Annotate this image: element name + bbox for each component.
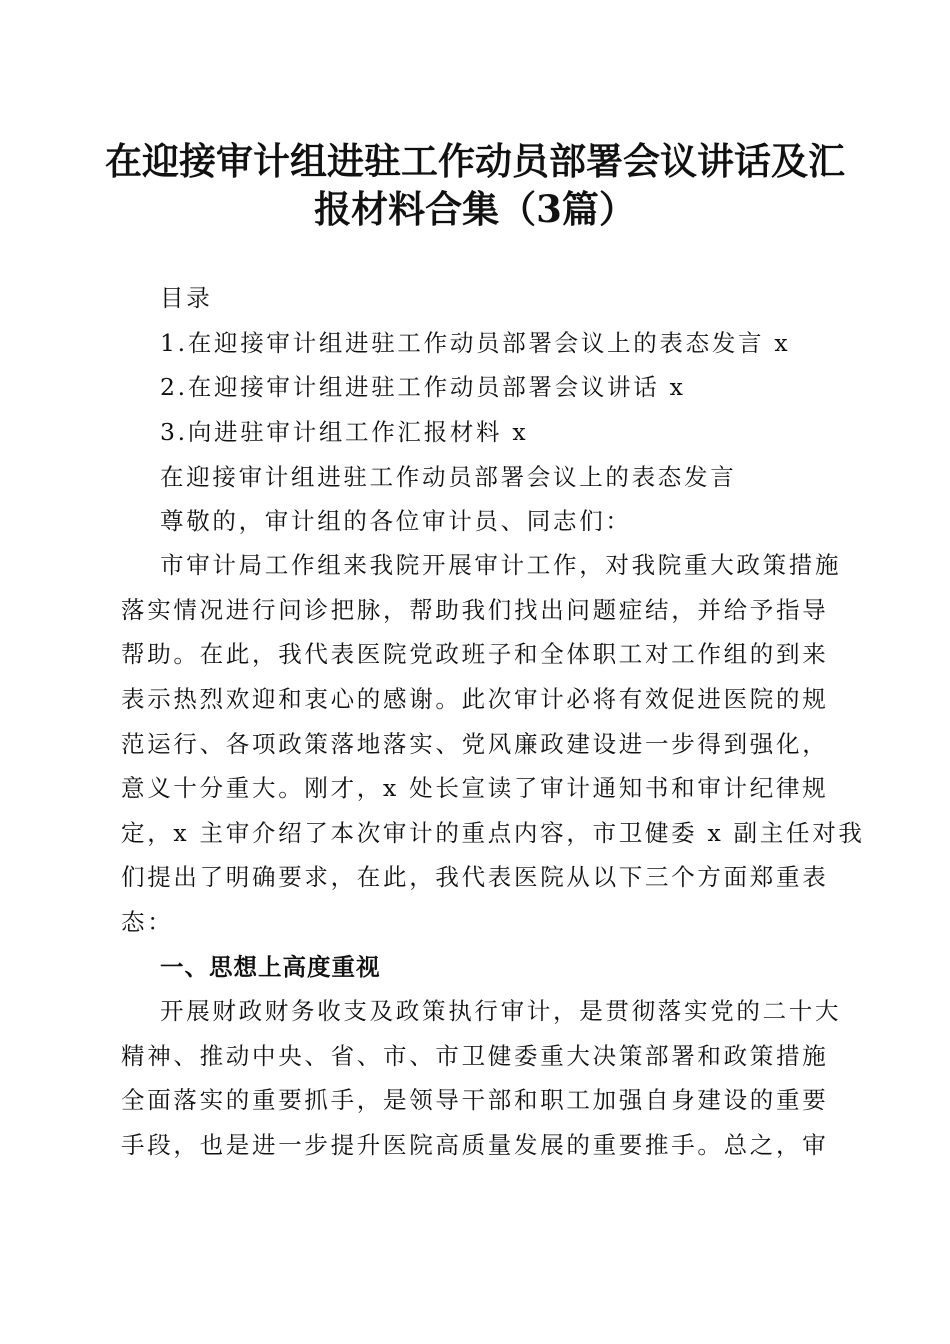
document-title-line-2: 报材料合集（3篇） [314, 187, 636, 231]
paragraph-1-line: 帮助。在此，我代表医院党政班子和全体职工对工作组的到来 [121, 640, 829, 668]
paragraph-2-line: 全面落实的重要抓手，是领导干部和职工加强自身建设的重要 [121, 1086, 829, 1114]
paragraph-2-line: 精神、推动中央、省、市、市卫健委重大决策部署和政策措施 [121, 1042, 829, 1070]
salutation: 尊敬的，审计组的各位审计员、同志们： [160, 507, 632, 535]
toc-item-2: 2.在迎接审计组进驻工作动员部署会议讲话 x [160, 373, 686, 401]
article-title: 在迎接审计组进驻工作动员部署会议上的表态发言 [160, 463, 737, 491]
paragraph-1-line: 定，x 主审介绍了本次审计的重点内容，市卫健委 x 副主任对我 [121, 819, 865, 847]
paragraph-1-line: 态： [121, 908, 174, 936]
paragraph-1-line: 们提出了明确要求，在此，我代表医院从以下三个方面郑重表 [121, 863, 829, 891]
document-title-line-1: 在迎接审计组进驻工作动员部署会议讲话及汇 [105, 139, 845, 183]
toc-item-1: 1.在迎接审计组进驻工作动员部署会议上的表态发言 x [160, 329, 791, 357]
toc-label: 目录 [160, 284, 213, 312]
paragraph-1-line: 落实情况进行问诊把脉，帮助我们找出问题症结，并给予指导 [121, 596, 829, 624]
paragraph-1-line: 范运行、各项政策落地落实、党风廉政建设进一步得到强化， [121, 730, 829, 758]
toc-item-3: 3.向进驻审计组工作汇报材料 x [160, 418, 529, 446]
paragraph-1-line: 意义十分重大。刚才，x 处长宣读了审计通知书和审计纪律规 [121, 774, 829, 802]
paragraph-2-line: 手段，也是进一步提升医院高质量发展的重要推手。总之，审 [121, 1131, 829, 1159]
paragraph-1-line: 表示热烈欢迎和衷心的感谢。此次审计必将有效促进医院的规 [121, 685, 829, 713]
paragraph-2-line: 开展财政财务收支及政策执行审计，是贯彻落实党的二十大 [160, 997, 842, 1025]
section-1-heading: 一、思想上高度重视 [160, 953, 381, 981]
paragraph-1-line: 市审计局工作组来我院开展审计工作，对我院重大政策措施 [160, 551, 842, 579]
